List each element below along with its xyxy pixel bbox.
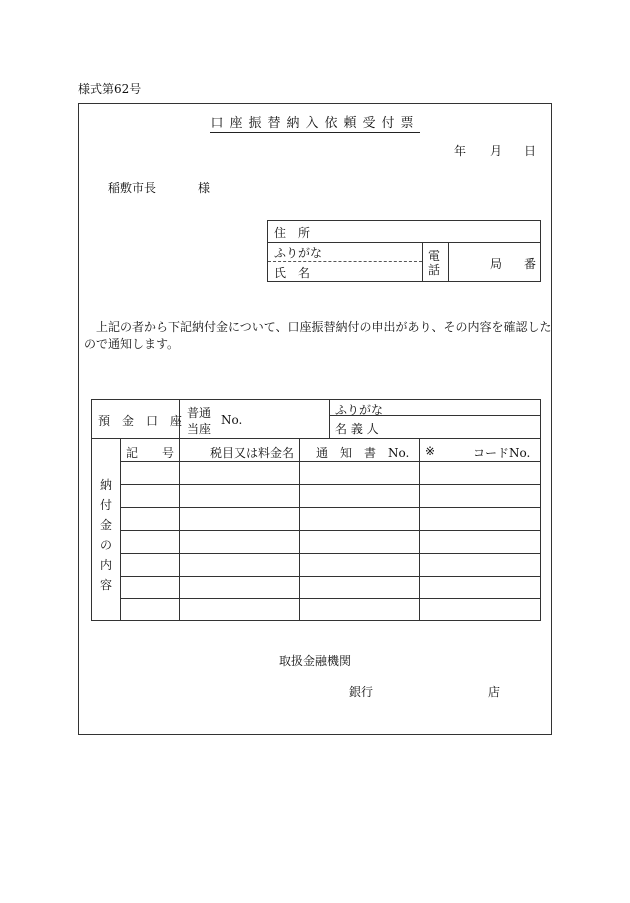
form-number: 様式第62号 <box>78 82 142 96</box>
rule-account-bottom <box>92 438 540 439</box>
addressee <box>108 179 210 196</box>
number-label: 番 <box>524 257 537 271</box>
rule-row-5 <box>120 553 540 554</box>
applicant-divider-v1 <box>422 242 423 281</box>
rule-row-2 <box>120 484 540 485</box>
rule-row-4 <box>120 530 540 531</box>
account-no-label: No. <box>221 413 243 427</box>
col-symbol: 記 号 <box>126 446 175 460</box>
rule-side-split <box>120 438 121 620</box>
exchange-label: 局 <box>490 257 503 271</box>
rule-col-3 <box>419 438 420 620</box>
holder-furigana-label: ふりがな <box>335 403 384 417</box>
deposit-label: 預 金 口 座 <box>98 414 183 428</box>
side-label-1: 納 <box>100 478 113 492</box>
addressee-name: 稲敷市長 <box>108 181 157 195</box>
account-table <box>91 399 541 621</box>
applicant-divider-1 <box>268 242 540 243</box>
rule-col-2 <box>299 438 300 620</box>
rule-col-1 <box>179 438 180 620</box>
form-title-text: 口座振替納入依頼受付票 <box>210 116 420 131</box>
type-current[interactable]: 当座 <box>187 422 212 436</box>
applicant-divider-dashed <box>268 261 422 262</box>
phone-label-top: 電 <box>428 249 441 263</box>
bank-suffix: 銀行 <box>349 685 374 699</box>
date-day[interactable]: 日 <box>524 144 537 158</box>
side-label-2: 付 <box>100 498 113 512</box>
applicant-box <box>267 220 541 282</box>
addressee-honorific: 様 <box>198 181 211 195</box>
col-code-no: コードNo. <box>473 446 531 460</box>
branch-suffix: 店 <box>488 685 501 699</box>
date-month[interactable]: 月 <box>490 144 503 158</box>
name-label: 氏 名 <box>274 266 311 280</box>
rule-row-7 <box>120 598 540 599</box>
side-label-3: 金 <box>100 518 113 532</box>
side-label-6: 容 <box>100 578 113 592</box>
rule-row-6 <box>120 576 540 577</box>
bank-title: 取扱金融機関 <box>278 654 351 668</box>
furigana-label: ふりがな <box>274 246 323 260</box>
type-ordinary[interactable]: 普通 <box>187 406 212 420</box>
col-mark: ※ <box>425 444 436 458</box>
address-label: 住 所 <box>274 226 311 240</box>
date-year[interactable]: 年 <box>454 144 467 158</box>
side-label-4: の <box>100 538 113 552</box>
rule-row-1 <box>120 461 540 462</box>
col-tax-item: 税目又は料金名 <box>210 446 295 460</box>
notice <box>84 319 552 353</box>
phone-label-bottom: 話 <box>428 263 441 277</box>
notice-text: 上記の者から下記納付金について、口座振替納付の申出があり、その内容を確認したので通知します。 <box>84 320 552 351</box>
side-label-5: 内 <box>100 558 113 572</box>
rule-row-3 <box>120 507 540 508</box>
applicant-divider-v2 <box>448 242 449 281</box>
rule-holder-split <box>329 400 330 438</box>
form-title <box>0 112 630 131</box>
holder-label: 名 義 人 <box>335 422 379 436</box>
col-notice-no: 通 知 書 No. <box>316 446 410 460</box>
